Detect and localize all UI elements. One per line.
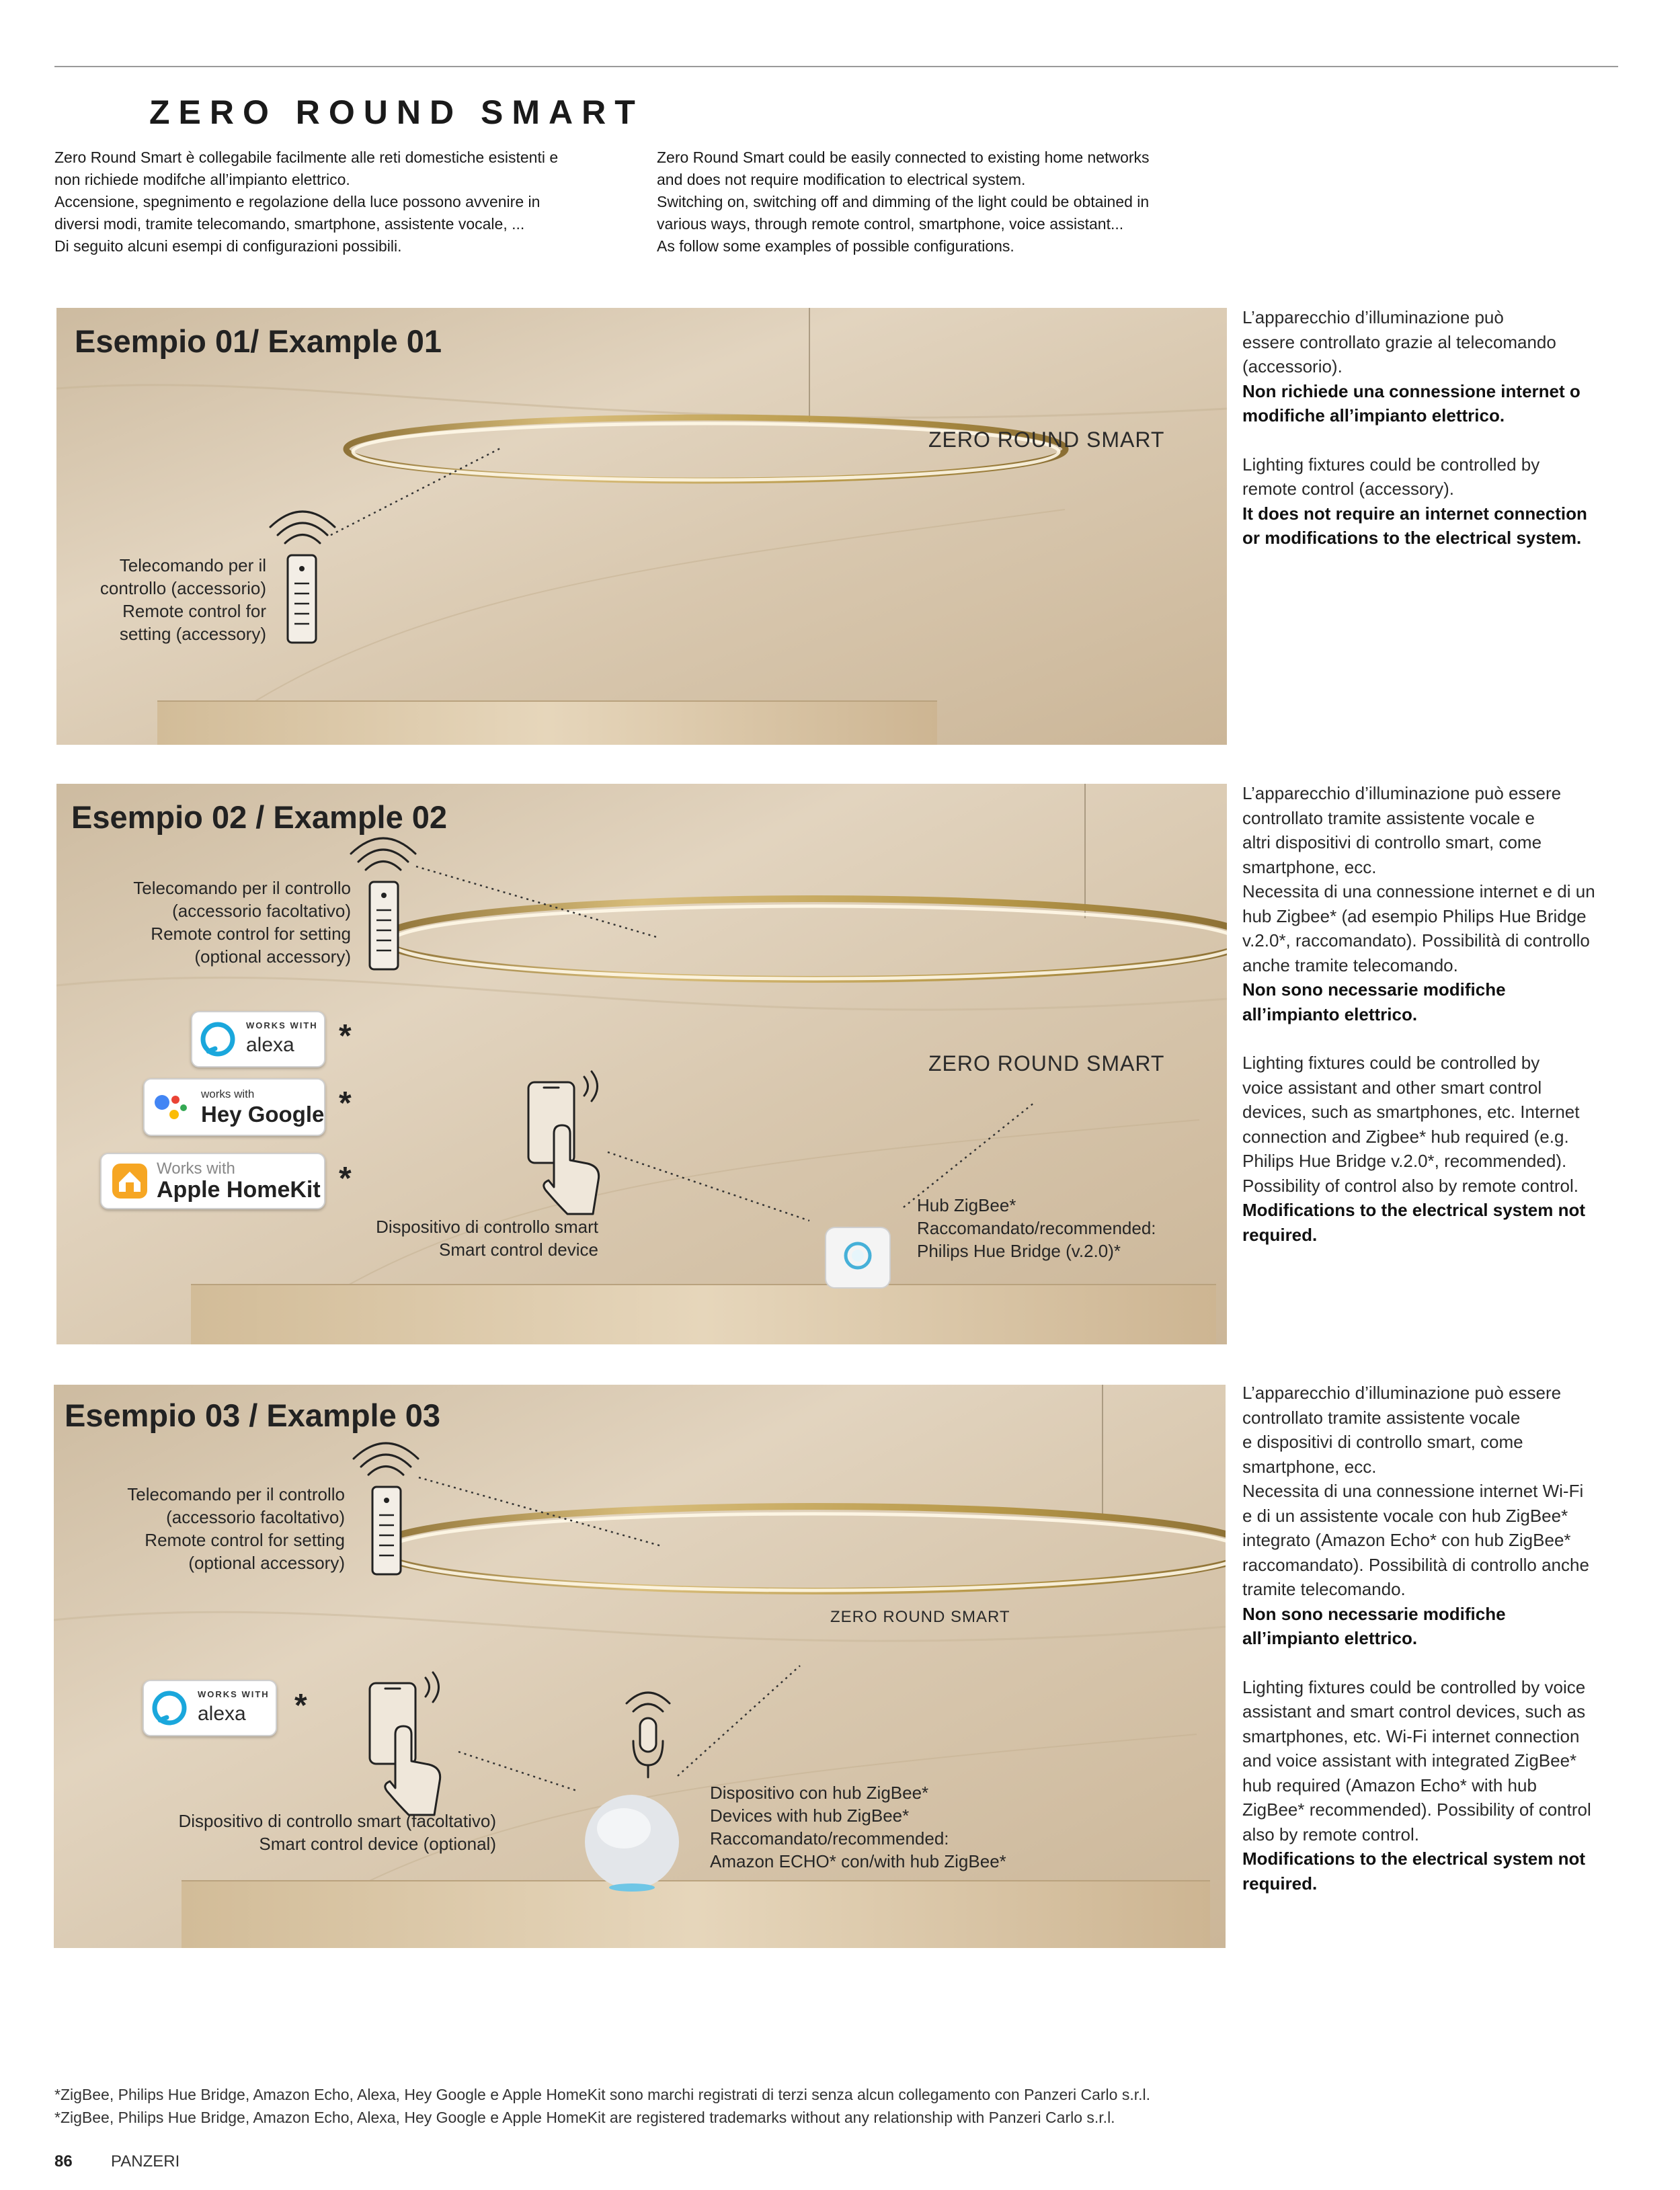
alexa-name-text: alexa bbox=[198, 1703, 246, 1725]
remote-control-icon bbox=[370, 882, 398, 969]
homekit-icon bbox=[111, 1162, 149, 1200]
example-2-text-en-bold: Modifications to the electrical system not required. bbox=[1242, 1200, 1585, 1245]
example-3-hub-label: Dispositivo con hub ZigBee* Devices with hub ZigBee* Raccomandato/recommended: Amazon ECHO* con/with hub ZigBee* bbox=[710, 1783, 1006, 1871]
google-name-text: Hey Google bbox=[201, 1102, 325, 1127]
example-3-smart-device-label: Dispositivo di controllo smart (facoltativo) Smart control device (optional) bbox=[178, 1811, 496, 1854]
example-3-product-name: ZERO ROUND SMART bbox=[830, 1608, 1010, 1626]
alexa-icon bbox=[152, 1691, 187, 1726]
example-2-hub-label: Hub ZigBee* Raccomandato/recommended: Philips Hue Bridge (v.2.0)* bbox=[917, 1195, 1156, 1261]
example-3-text-it-bold: Non sono necessarie modifiche all’impianto elettrico. bbox=[1242, 1603, 1506, 1648]
intro-english: Zero Round Smart could be easily connected to existing home networks and does not require modification to electrical system. Switching on, switching off and dimming of the light could be obtained in various ways, through remote control, smartphone, voice assistant... As follow some examples of possible configurations. bbox=[657, 149, 1150, 255]
trademark-note-italian: *ZigBee, Philips Hue Bridge, Amazon Echo, Alexa, Hey Google e Apple HomeKit sono marchi registrati di terzi senza alcun collegamento con Panzeri Carlo s.r.l. bbox=[54, 2086, 1150, 2103]
example-2-description bbox=[1242, 781, 1619, 1247]
example-1-title: Esempio 01/ Example 01 bbox=[75, 323, 442, 359]
homekit-works-with-text: Works with bbox=[157, 1160, 235, 1178]
example-3-image bbox=[54, 1385, 1226, 1948]
alexa-trademark-star: * bbox=[339, 1018, 352, 1054]
example-2-text-en: Lighting fixtures could be controlled by voice assistant and other smart control devices, such as smartphones, etc. Internet connection and Zigbee* hub required (e.g. Philips Hue Bridge v.2.0*, recommended). Possibility of control also by remote control. bbox=[1242, 1053, 1580, 1196]
example-3-text-it: L’apparecchio d’illuminazione può essere controllato tramite assistente vocale e dispositivi di controllo smart, come smartphone, ecc. Necessita di una connessione internet Wi-Fi e di un assistente vocale con hub ZigBee* integrato (Amazon Echo* con hub ZigBee* raccomandato). Possibilità di controllo anche tramite telecomando. bbox=[1242, 1383, 1589, 1599]
homekit-name-text: Apple HomeKit bbox=[157, 1177, 321, 1203]
page-title: ZERO ROUND SMART bbox=[149, 93, 644, 131]
example-3-remote-label: Telecomando per il controllo (accessorio facoltativo) Remote control for setting (optional accessory) bbox=[127, 1484, 345, 1573]
alexa-trademark-star: * bbox=[294, 1688, 307, 1723]
alexa-badge bbox=[143, 1680, 277, 1736]
example-2-image bbox=[56, 784, 1227, 1344]
example-2-text-it-bold: Non sono necessarie modifiche all’impianto elettrico. bbox=[1242, 979, 1506, 1024]
alexa-works-with-text: WORKS WITH bbox=[246, 1020, 318, 1030]
example-2-smart-device-label: Dispositivo di controllo smart Smart control device bbox=[376, 1217, 598, 1260]
page-number: 86 bbox=[54, 2152, 73, 2171]
example-1-product-name: ZERO ROUND SMART bbox=[928, 428, 1165, 452]
alexa-name-text: alexa bbox=[246, 1034, 294, 1056]
remote-control-icon bbox=[288, 555, 316, 643]
example-3-title: Esempio 03 / Example 03 bbox=[65, 1397, 441, 1433]
example-1-scene bbox=[56, 308, 1227, 745]
alexa-works-with-text: WORKS WITH bbox=[198, 1689, 270, 1699]
example-3-description bbox=[1242, 1381, 1619, 1896]
example-3-text-en-bold: Modifications to the electrical system not required. bbox=[1242, 1849, 1585, 1894]
example-1-image bbox=[56, 308, 1227, 745]
google-works-with-text: works with bbox=[201, 1088, 255, 1100]
example-2-remote-label: Telecomando per il controllo (accessorio facoltativo) Remote control for setting (optional accessory) bbox=[133, 878, 351, 967]
alexa-badge bbox=[191, 1011, 325, 1067]
remote-control-icon bbox=[372, 1487, 401, 1574]
example-2-title: Esempio 02 / Example 02 bbox=[71, 799, 448, 835]
apple-homekit-badge bbox=[100, 1153, 325, 1209]
alexa-icon bbox=[200, 1022, 235, 1057]
example-1-remote-label: Telecomando per il controllo (accessorio) Remote control for setting (accessory) bbox=[99, 555, 266, 644]
example-1-text-it-bold: Non richiede una connessione internet o modifiche all’impianto elettrico. bbox=[1242, 380, 1581, 425]
example-2-text-it: L’apparecchio d’illuminazione può essere controllato tramite assistente vocale e altri dispositivi di controllo smart, come smartphone, ecc. Necessita di una connessione internet e di un hub Zigbee* (ad esempio Philips Hue Bridge v.2.0*, raccomandato). Possibilità di controllo anche tramite telecomando. bbox=[1242, 783, 1595, 975]
example-1-text-en-bold: It does not require an internet connection or modifications to the electrical system. bbox=[1242, 503, 1587, 548]
hey-google-badge bbox=[143, 1078, 325, 1136]
example-1-text-en: Lighting fixtures could be controlled by remote control (accessory). bbox=[1242, 454, 1540, 499]
top-rule bbox=[54, 66, 1618, 67]
trademark-note-english: *ZigBee, Philips Hue Bridge, Amazon Echo, Alexa, Hey Google e Apple HomeKit are registered trademarks without any relationship with Panzeri Carlo s.r.l. bbox=[54, 2109, 1115, 2126]
homekit-trademark-star: * bbox=[339, 1161, 352, 1197]
hue-bridge-icon bbox=[826, 1227, 890, 1288]
example-3-text-en: Lighting fixtures could be controlled by voice assistant and smart control devices, such as smartphones, etc. Wi-Fi internet connection and voice assistant with integrated ZigBee* hub required (Amazon Echo* with hub ZigBee* recommended). Possibility of control also by remote control. bbox=[1242, 1676, 1591, 1844]
google-trademark-star: * bbox=[339, 1086, 352, 1121]
example-2-product-name: ZERO ROUND SMART bbox=[928, 1051, 1165, 1076]
example-1-description bbox=[1242, 305, 1619, 551]
brand-name: PANZERI bbox=[111, 2152, 180, 2171]
example-1-text-it: L’apparecchio d’illuminazione può essere controllato grazie al telecomando (accessorio). bbox=[1242, 307, 1556, 376]
intro-italian: Zero Round Smart è collegabile facilmente alle reti domestiche esistenti e non richiede modifche all’impianto elettrico. Accensione, spegnimento e regolazione della luce possono avvenire in diversi modi, tramite telecomando, smartphone, assistente vocale, ... Di seguito alcuni esempi di configurazioni possibili. bbox=[54, 149, 559, 255]
google-assistant-icon bbox=[153, 1092, 190, 1123]
